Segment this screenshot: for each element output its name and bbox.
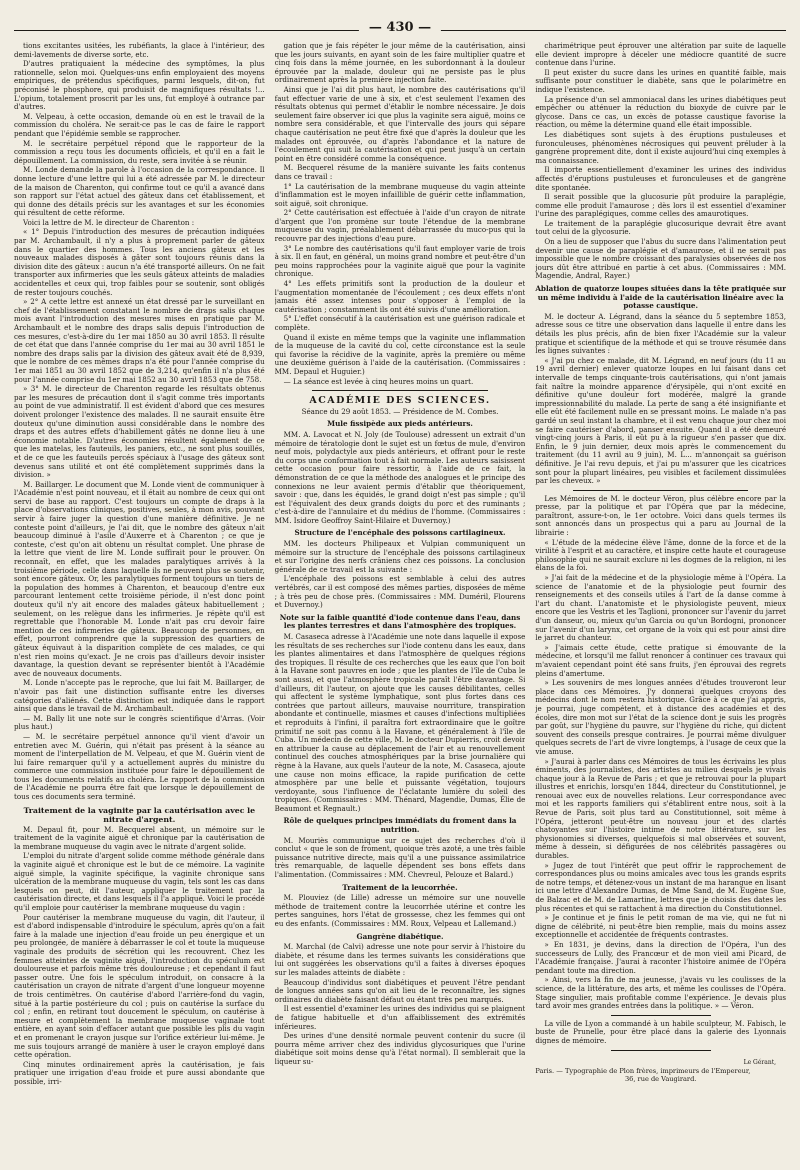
paragraph: » 3° M. le directeur de Charenton regarde les résultats obtenus par les mesures de précaution dont il s'agit comme très importants au point de vue administratif. Il est évident d'abord que ces mesures doivent prolonger l'existence des malades. Il ne saurait ensuite être douteux qu'une diminution aussi considérable dans le nombre des draps et des autres effets d'habillement gâtés ne donne lieu à une économie notable. D'autres économies résultent également de ce que les matelas, les fauteuils, les paniers, etc., ne sont plus souillés, et de ce que les fauteuils percés spéciaux à l'usage des gâteux sont devenus sans utilité et ont été complètement supprimés dans la division. » [14,384,265,480]
paragraph: L'emploi du nitrate d'argent solide comme méthode générale dans la vaginite aiguë et chronique est le but de ce mémoire. La vaginite aiguë simple, la vaginite spécifique, la vaginite chronique sans ulcération de la membrane muqueuse du vagin, tels sont les cas dans lesquels on peut, dit l'auteur, appliquer le traitement par la cautérisation directe, et dans lesquels il l'a appliqué. Voici le procédé qu'il emploie pour cautériser la membrane muqueuse du vagin : [14,851,265,912]
section-heading: Structure de l'encéphale des poissons cartilagineux. [294,528,506,538]
divider [573,490,748,491]
paragraph: Voici la lettre de M. le directeur de Charenton : [23,217,195,227]
section-heading: Ablation de quatorze loupes situées dans la tête pratiquée sur un même individu à l'aide de la cautérisation linéaire avec la potasse caustique. [535,284,787,311]
paragraph: — M. le secrétaire perpétuel annonce qu'il vient d'avoir un entretien avec M. Guérin, qui n'était pas présent à la séance au moment de l'interpellation de M. Velpeau, et que M. Guérin vient de lui faire remarquer qu'il y a actuellement auprès du ministre du commerce une commission instituée pour faire le dépouillement de tous les documents relatifs au choléra. Le rapport de la commission de l'Académie ne pourra être fait que lorsque le dépouillement de tous ces documents sera terminé. [14,731,265,802]
printer-line: Paris. — Typographie de Plon frères, imprimeurs de l'Empereur, [535,1066,751,1075]
text-columns [14,42,786,1162]
paragraph: Quand il existe en même temps que la vaginite une inflammation de la muqueuse de la cavité du col, cette circonstance est la seule qui favorise la récidive de la vaginite, après la première ou même une deuxième guérison à l'aide de la cautérisation. (Commissaires : MM. Depaul et Huguier.) [274,332,526,376]
paragraph: M. Casaseca adresse à l'Académie une note dans laquelle il expose les résultats de ses recherches sur l'iode contenu dans les eaux, dans les plantes alimentaires et dans l'atmosphère de quelques régions des tropiques. Il résulte de ces recherches que les eaux que l'on boit à la Havane sont pauvres en iode ; que les plantes de l'île de Cuba le sont aussi, et que l'atmosphère tropicale paraît l'être davantage. Si d'ailleurs, dit l'auteur, on ajoute que les causes débilitantes, celles qui affectent le système lymphatique, sont plus fortes dans ces contrées que partout ailleurs, mauvaise nourriture, transpiration abondante et continuelle, miasmes et causes d'infections multipliées et reproduits à l'infini, il paraîtra fort extraordinaire que le goître primitif ne soit pas connu à la Havane, et généralement à l'île de Cuba. Un médecin de cette ville, M. le docteur Dupierris, croit devoir en attribuer la cause au déplacement de l'air et au renouvellement continuel des couches atmosphériques par la brise journalière qui règne à la Havane, aux quels l'auteur de la note, M. Casaseca, ajoute une cause non moins efficace, la rapide purification de cette atmosphère par une belle et puissante végétation, toujours verdoyante, sous l'influence de l'éclatante lumière du soleil des tropiques. (Commissaires : MM. Thénard, Magendie, Dumas, Élie de Beaumont et Regnault.) [274,632,526,813]
paragraph: M. le docteur A. Légrand, dans la séance du 5 septembre 1853, adresse sous ce titre une observation dans laquelle il entre dans les détails les plus précis, afin de bien fixer l'Académie sur la valeur pratique et scientifique de la méthode et qui se trouve résumée dans les lignes suivantes : [535,311,787,356]
paragraph: » Les souvenirs de mes longues années d'études trouveront leur place dans ces Mémoires. J'y donnerai quelques croyons des médecins dont le nom restera historique. Grâce à ce que j'ai appris, je pourrai, juge compétent, et à distance des académies et des écoles, dire mon mot sur l'état de la science dont je suis les progrès par goût, sur l'hygiène du pauvre, sur l'hygiène du riche, qui dictent souvent des conseils presque contraires. Je pourrai même divulguer quelques secrets de l'art de vivre longtemps, à l'usage de ceux que la vie amuse. [535,678,787,756]
paragraph: gation que je fais répéter le jour même de la cautérisation, ainsi que les jours suivants, en ayant soin de les faire multiplier quatre et cinq fois dans la même journée, en les subordonnant à la douleur éprouvée par la malade, douleur qui ne persiste pas le plus ordinairement après la première injection faite. [274,42,526,85]
manager-signature: Le Gérant, [743,1058,777,1066]
paragraph: » J'aimais cette étude, cette pratique si émouvante de la médecine, et lorsqu'il me fallut renoncer à continuer ces travaux qui m'avaient cependant point été sans fruits, j'en éprouvai des regrets pleins d'amertume. [535,642,787,678]
paragraph: La présence d'un sel ammoniacal dans les urines diabétiques peut empêcher ou atténuer la réduction du bioxyde de cuivre par le glycose. Dans ce cas, un excès de potasse caustique favorise la réaction, ou même la détermine quand elle était impossible. [535,94,787,130]
section-heading: Mule fissipède aux pieds antérieurs. [327,419,473,429]
column-right [535,42,786,1162]
section-heading: Gangrène diabétique. [356,931,444,941]
paragraph: Les diabétiques sont sujets à des éruptions pustuleuses et furonculeuses, phénomènes nécrosiques qui peuvent préluder à la gangrène proprement dite, dont il existe aujourd'hui cinq exemples à ma connaissance. [535,129,787,165]
paragraph: « J'ai pu chez ce malade, dit M. Légrand, en neuf jours (du 11 au 19 avril dernier) enlever quatorze loupes en lui faisant dans cet intervalle de temps cinquante-trois cautérisations, qui n'ont jamais fait naître la moindre apparence d'érysipèle, qui n'ont excité en définitive qu'une douleur fort modérée, malgré la grande impressionnabilité du malade. La perte de sang a été insignifiante et elle eût été facilement nulle en se pressant moins. Le malade n'a pas gardé un seul instant la chambre, et il est venu chaque jour chez moi se faire cautériser d'abord, panser ensuite. Quand il a été demeuré vingt-cinq jours à Paris, il eût pu à la rigueur s'en passer que dix. Enfin, le 9 juin dernier, deux mois après le commencement du traitement (du 11 avril au 9 juin), M. L... m'annonçait sa guérison définitive. Je l'ai revu depuis, et j'ai pu m'assurer que les cicatrices sont pour la plupart linéaires, peu visibles et facilement dissimulées par les cheveux. » [535,355,787,486]
paragraph: » J'ai fait de la médecine et de la physiologie même à l'Opéra. La science de l'anatomie et de la physiologie peut fournir des renseignements et des conseils utiles à l'art de la danse comme à l'art du chant. L'anatomiste et le physiologiste peuvent, mieux encore que les Vestris et les Taglioni, prononcer sur l'avenir du jarret d'un danseur, ou, mieux qu'un Garcia ou qu'un Bordogni, prononcer sur l'avenir d'un larynx, cet organe de la voix qui est pour ainsi dire le jarret du chanteur. [535,573,787,643]
printer-imprint [535,1059,786,1083]
page-number: — 430 — [359,20,441,35]
section-heading: Rôle de quelques principes immédiats du froment dans la nutrition. [283,816,517,835]
paragraph: MM. A. Lavocat et N. Joly (de Toulouse) adressent un extrait d'un mémoire de tératologie dont le sujet est un fœtus de mule, d'environ neuf mois, polydactyle aux pieds antérieurs, et offrant pour le reste du corps une conformation tout à fait normale. Les auteurs saisissent cette occasion pour faire ressortir, à l'aide de ce fait, la démonstration de ce que la méthode des analogues et le principe des connexions ne leur avaient permis d'établir que théoriquement, savoir : que, dans les équidés, le grand doigt n'est pas simple ; qu'il est l'équivalent des deux grands doigts du porc et des ruminants ; c'est-à-dire de l'annulaire et du médius de l'homme. (Commissaires : MM. Isidore Geoffroy Saint-Hilaire et Duvernoy.) [274,429,526,525]
paragraph: » 2° A cette lettre est annexé un état dressé par le surveillant en chef de l'établissement constatant le nombre de draps salis chaque mois avant l'introduction des mesures mises en pratique par M. Archambault et le nombre des draps salis depuis l'introduction de ces mesures, c'est-à-dire du 1er mai 1850 au 30 avril 1853. Il résulte de cet état que dans l'année comprise du 1er mai au 30 avril 1851 le nombre des draps salis par la division des gâteux avait été de 8,939, que le nombre de ces mêmes draps n'a été pour l'année comprise du 1er mai 1851 au 30 avril 1852 que de 3,214, qu'enfin il n'a plus été pour l'année comprise du 1er mai 1852 au 30 avril 1853 que de 758. [14,297,265,384]
paragraph: Beaucoup d'individus sont diabétiques et peuvent l'être pendant de longues années sans qu'on ait lieu de le reconnaître, les signes ordinaires du diabète faisant défaut ou étant très peu marqués. [274,977,526,1004]
paragraph: Cinq minutes ordinairement après la cautérisation, je fais pratiquer une irrigation d'eau froide et pure aussi abondante que possible, irri- [14,1059,265,1086]
paragraph: » Jugez de tout l'intérêt que peut offrir le rapprochement de correspondances plus ou moins amicales avec tous les grands esprits de notre temps, et détenez-vous un instant de ma harangue en lisant ici une lettre d'Alexandre Dumas, de Mme Sand, de M. Eugène Sue, de Balzac et de M. de Lamartine, lettres que je choisis des dates les plus récentes et qui se rattachent à ma direction du Constitutionnel. [535,860,787,913]
paragraph: M. Baillarger. Le document que M. Londe vient de communiquer à l'Académie n'est point nouveau, et il était au nombre de ceux qui ont servi de base au rapport. C'est toujours un compte de draps à la place d'observations cliniques, positives, seules, à mon avis, pouvant servir à faire juger la question d'une manière définitive. Je ne conteste point d'ailleurs, je l'ai dit, que le nombre des gâteux n'ait beaucoup diminué à l'asile d'Auxerre et à Charenton ; ce que je conteste, c'est qu'on ait obtenu un résultat complet. Une phrase de la lettre que vient de lire M. Londe suffirait pour le prouver. On reconnaît, en effet, que les malades paralytiques arrivés à la troisième période, celle dans laquelle ils ne peuvent plus se soutenir, sont encore gâteux. Or, les paralytiques forment toujours un tiers de la population des hommes à Charenton, et beaucoup d'entre eux parcourant lentement cette troisième période, il n'est donc point douteux qu'il n'y ait encore des malades gâteux habituellement ; seulement, on les relègue dans les infirmeries. Je répète qu'il est regrettable que l'honorable M. Londe n'ait pas cru devoir faire mention de ces infirmeries de gâteux. Beaucoup de personnes, en effet, pourront comprendre que la suppression des quartiers de gâteux équivaut à la disparition complète de ces malades, ce qui n'est rien moins qu'exact. Je ne crois pas d'ailleurs devoir insister davantage, la question devant se représenter bientôt à l'Académie avec de nouveaux documents. [14,479,265,678]
paragraph: D'autres pratiquaient la médecine des symptômes, la plus rationnelle, selon moi. Quelques-uns enfin employaient des moyens empiriques, de prétendus spécifiques, parmi lesquels, dit-on, fut préconisé le phosphore, qui produisit de magnifiques résultats !... L'opium, totalement proscrit par les uns, fut employé à outrance par d'autres. [14,59,265,112]
paragraph: 3° Le nombre des cautérisations qu'il faut employer varie de trois à six. Il en faut, en général, un moins grand nombre et peut-être d'un peu moins rapprochées pour la vaginite aiguë que pour la vaginite chronique. [274,243,526,279]
session-meta: Séance du 29 août 1853. — Présidence de M. Combes. [301,406,499,416]
printer-address: 36, rue de Vaugirard. [624,1074,697,1083]
paragraph: M. Depaul fit, pour M. Becquerel absent, un mémoire sur le traitement de la vaginite aiguë et chronique par la cautérisation de la membrane muqueuse du vagin avec le nitrate d'argent solide. [14,824,265,851]
column-middle [275,42,526,1162]
paragraph: Il peut exister du sucre dans les urines en quantité faible, mais suffisante pour constituer le diabète, sans que le polarimètre en indique l'existence. [535,67,787,94]
section-heading: Traitement de la vaginite par la cautérisation avec le nitrate d'argent. [23,805,256,824]
academy-heading: ACADÉMIE DES SCIENCES. [309,395,491,407]
paragraph: MM. les docteurs Philipeaux et Vulpian communiquent un mémoire sur la structure de l'encéphale des poissons cartilagineux et sur l'origine des nerfs crâniens chez ces poissons. La conclusion générale de ce travail est la suivante : [274,539,526,574]
paragraph: 1° La cautérisation de la membrane muqueuse du vagin atteinte d'inflammation est le moyen infaillible de guérir cette inflammation, soit aiguë, soit chronique. [274,181,526,208]
paragraph: » Je continue et je finis le petit roman de ma vie, qui ne fut ni digne de célébrité, ni peut-être bien remplie, mais du moins assez exceptionnelle et accidentée de fréquents contrastes. [535,913,787,940]
paragraph: « L'étude de la médecine élève l'âme, donne de la force et de la virilité à l'esprit et au caractère, et inspire cette haute et courageuse philosophie qui ne saurait exclure ni les dogmes de la religion, ni les élans de la foi. [535,537,787,573]
page-header [14,18,786,38]
paragraph: M. Marchal (de Calvi) adresse une note pour servir à l'histoire du diabète, et résume dans les termes suivants les considérations que lui ont suggérées les observations qu'il a faites à diverses époques sur les malades atteints de diabète : [274,942,526,977]
paragraph: Il importe essentiellement d'examiner les urines des individus affectés d'éruptions pustuleuses et furonculeuses et de gangrène dite spontanée. [535,165,787,192]
paragraph: La ville de Lyon a commandé à un habile sculpteur, M. Fabisch, le buste de Prunelle, pour être placé dans la galerie des Lyonnais dignes de mémoire. [535,1018,787,1045]
paragraph: Il serait possible que la glucosurie pût produire la paraplégie, comme elle produit l'amaurose ; dès lors il est essentiel d'examiner l'urine des paraplégiques, comme celles des amaurotiques. [535,192,787,219]
paragraph: 2° Cette cautérisation est effectuée à l'aide d'un crayon de nitrate d'argent que l'on promène sur toute l'étendue de la membrane muqueuse du vagin, préalablement débarrassée du muco-pus qui la recouvre par des injections d'eau pure. [274,208,526,244]
paragraph: M. Plouviez (de Lille) adresse un mémoire sur une nouvelle méthode de traitement contre la leucorrhée utérine et contre les pertes sanguines, hors l'état de grossesse, chez les femmes qui ont eu des enfants. (Commissaires : MM. Roux, Velpeau et Lallemand.) [274,893,526,928]
section-heading: Note sur la faible quantité d'iode contenue dans l'eau, dans les plantes terrestres et dans l'atmosphère des tropiques. [279,612,521,631]
divider [611,1050,711,1051]
paragraph: M. Becquerel résume de la manière suivante les faits contenus dans ce travail : [274,163,526,181]
paragraph: M. Velpeau, à cette occasion, demande où en est le travail de la commission du choléra. Ne serait-ce pas le cas de faire le rapport pendant que l'épidémie semble se rapprocher. [14,111,265,138]
paragraph: — M. Bally lit une note sur le congrès scientifique d'Arras. (Voir plus haut.) [14,713,265,732]
paragraph: M. Londe demande la parole à l'occasion de la correspondance. Il donne lecture d'une lettre qui lui a été adressée par M. le directeur de la maison de Charenton, qui confirme tout ce qu'il a avancé dans son rapport sur l'état actuel des gâteux dans cet établissement, et qui donne des détails précis sur les avantages et sur les économies qui résultent de cette réforme. [14,165,265,218]
paragraph: M. Londe n'accepte pas le reproche, que lui fait M. Baillarger, de n'avoir pas fait une distinction suffisante entre les diverses catégories d'aliénés. Cette distinction est indiquée dans le rapport ainsi que dans le travail de M. Archambault. [14,678,265,714]
paragraph: Des urines d'une densité normale peuvent contenir du sucre (il pourra même arriver chez des individus glycosuriques que l'urine diabétique soit moins dense qu'à l'état normal). Il semblerait que la liqueur su- [274,1031,526,1066]
paragraph: L'encéphale des poissons est semblable à celui des autres vertébrés, car il est composé des mêmes parties, disposées de même ; à très peu de chose près. (Commissaires : MM. Duméril, Flourens et Duvernoy.) [274,574,526,610]
paragraph: M. le secrétaire perpétuel répond que le rapporteur de la commission a reçu tous les documents officiels, et qu'il en a fait le dépouillement. La commission, du reste, sera invitée à se réunir. [14,138,265,165]
paragraph: « 1° Depuis l'introduction des mesures de précaution indiquées par M. Archambault, il n'y a plus à proprement parler de gâteux dans le quartier des hommes. Tous les anciens gâteux et les nouveaux malades disposés à gâter sont toujours réunis dans la division dite des gâteux : aucun n'a été transporté ailleurs. On ne fait transporter aux infirmeries que les seuls gâteux atteints de maladies accidentelles et ceux qui, trop faibles pour se soutenir, sont obligés de rester toujours couchés. [14,227,265,297]
paragraph: M. Mouriès communique sur ce sujet des recherches d'où il conclut « que le son de froment, quoique très azoté, a une très faible puissance nutritive directe, mais qu'il a une puissance assimilatrice très remarquable, de laquelle dépendent ses bons effets dans l'alimentation. (Commissaires : MM. Chevreul, Pelouze et Balard.) [274,835,526,880]
divider [312,390,487,391]
paragraph: charimétrique peut éprouver une altération par suite de laquelle elle devient impropre à déceler une médiocre quantité de sucre contenue dans l'urine. [535,42,787,68]
paragraph: » Ainsi, vers la fin de ma jeunesse, j'avais vu les coulisses de la science, de la littérature, des arts, et même les coulisses de l'Opéra. Stage singulier, mais profitable comme l'expérience. Je devais plus tard avoir mes grandes entrées dans la politique. » — Véron. [535,975,787,1011]
paragraph: » En 1831, je devins, dans la direction de l'Opéra, l'un des successeurs de Lully, des Francœur et de mon vieil ami Picard, de l'Académie française. J'aurai à raconter l'histoire animée de l'Opéra pendant toute ma direction. [535,939,787,975]
paragraph: Ainsi que je l'ai dit plus haut, le nombre des cautérisations qu'il faut effectuer varie de une à six, et c'est seulement l'examen des résultats obtenus qui permet d'établir le nombre nécessaire. Je dois seulement faire observer ici que plus la vaginite sera aiguë, moins ce nombre sera considérable, et que l'intervalle des jours qui sépare chaque cautérisation ne peut être fixé que d'après la douleur que les malades ont éprouvée, ou d'après l'abondance et la nature de l'écoulement qui suit la cautérisation et qui peut jusqu'à un certain point en être considéré comme la conséquence. [274,84,526,163]
section-heading: Traitement de la leucorrhée. [342,882,458,892]
paragraph: tions excitantes usitées, les rubéfiants, la glace à l'intérieur, des demi-lavements de diverse sorte, etc. [14,42,265,59]
paragraph: 5° L'effet consécutif à la cautérisation est une guérison radicale et complète. [274,314,526,332]
paragraph: — La séance est levée à cinq heures moins un quart. [283,376,474,386]
column-left [14,42,265,1162]
paragraph: Les Mémoires de M. le docteur Véron, plus célèbre encore par la presse, par la politique et par l'Opéra que par la médecine, paraîtront, assure-t-on, le 1er octobre. Voici dans quels termes ils sont annoncés dans un prospectus qui a paru au Journal de la librairie : [535,493,787,538]
paragraph: 4° Les effets primitifs sont la production de la douleur et l'augmentation momentanée de l'écoulement ; ces deux effets n'ont jamais été assez intenses pour s'opposer à l'emploi de la cautérisation ; constamment ils ont été suivis d'une amélioration. [274,279,526,314]
paragraph: Il est essentiel d'examiner les urines des individus qui se plaignent de fatigue habituelle et d'un affaiblissement des extrémités inférieures. [274,1004,526,1031]
paragraph: Pour cautériser la membrane muqueuse du vagin, dit l'auteur, il est d'abord indispensable d'introduire le spéculum, après qu'on a fait faire à la malade une injection d'eau froide un peu énergique et un peu prolongée, de manière à débarrasser le col et toute la muqueuse vaginale des produits de sécrétion qui les recouvrent. Chez les femmes atteintes de vaginite aiguë, l'introduction du spéculum est douloureuse et parfois même très douloureuse ; et cependant il faut passer outre. Une fois le spéculum introduit, on consacre à la cautérisation un crayon de nitrate d'argent d'une longueur moyenne de trois centimètres. On cautérise d'abord l'arrière-fond du vagin, situé à la partie postérieure du col ; puis on cautérise la surface du col ; enfin, en retirant tout doucement le spéculum, on cautérise à mesure et complètement la membrane muqueuse vaginale tout entière, en ayant soin d'effacer autant que possible les plis du vagin et en promenant le crayon jusque sur l'orifice extérieur lui-même. Je me suis toujours arrangé de manière à user le crayon employé dans cette opération. [14,912,265,1060]
paragraph: » J'aurai à parler dans ces Mémoires de tous les écrivains les plus éminents, des journalistes, des artistes au milieu desquels je vivais chaque jour à la Revue de Paris ; et que je retrouvai pour la plupart illustres et enrichis, lorsqu'en 1844, directeur du Constitutionnel, je renouai avec eux de nouvelles relations. Leur correspondance avec moi et les rapports familiers qui s'établirent entre nous, soit à la Revue de Paris, soit plus tard au Constitutionnel, soit même à l'Opéra, jetteront peut-être un nouveau jour et des clartés chatoyantes sur l'histoire intime de notre littérature, sur les physionomies si diverses, quelquefois si mal observées et souvent, même à dessein, si défigurées de nos célébrités passagères ou durables. [535,756,787,861]
divider [611,1015,711,1016]
paragraph: On a lieu de supposer que l'abus du sucre dans l'alimentation peut devenir une cause de paraplégie et d'amaurose, et il ne serait pas impossible que le nombre croissant des paralysies observées de nos jours dût être attribué en partie à cet abus. (Commissaires : MM. Magendie, Andral, Rayer.) [535,237,787,281]
paragraph: Le traitement de la paraplégie glucosurique devrait être avant tout celui de la glycosurie. [535,218,787,237]
